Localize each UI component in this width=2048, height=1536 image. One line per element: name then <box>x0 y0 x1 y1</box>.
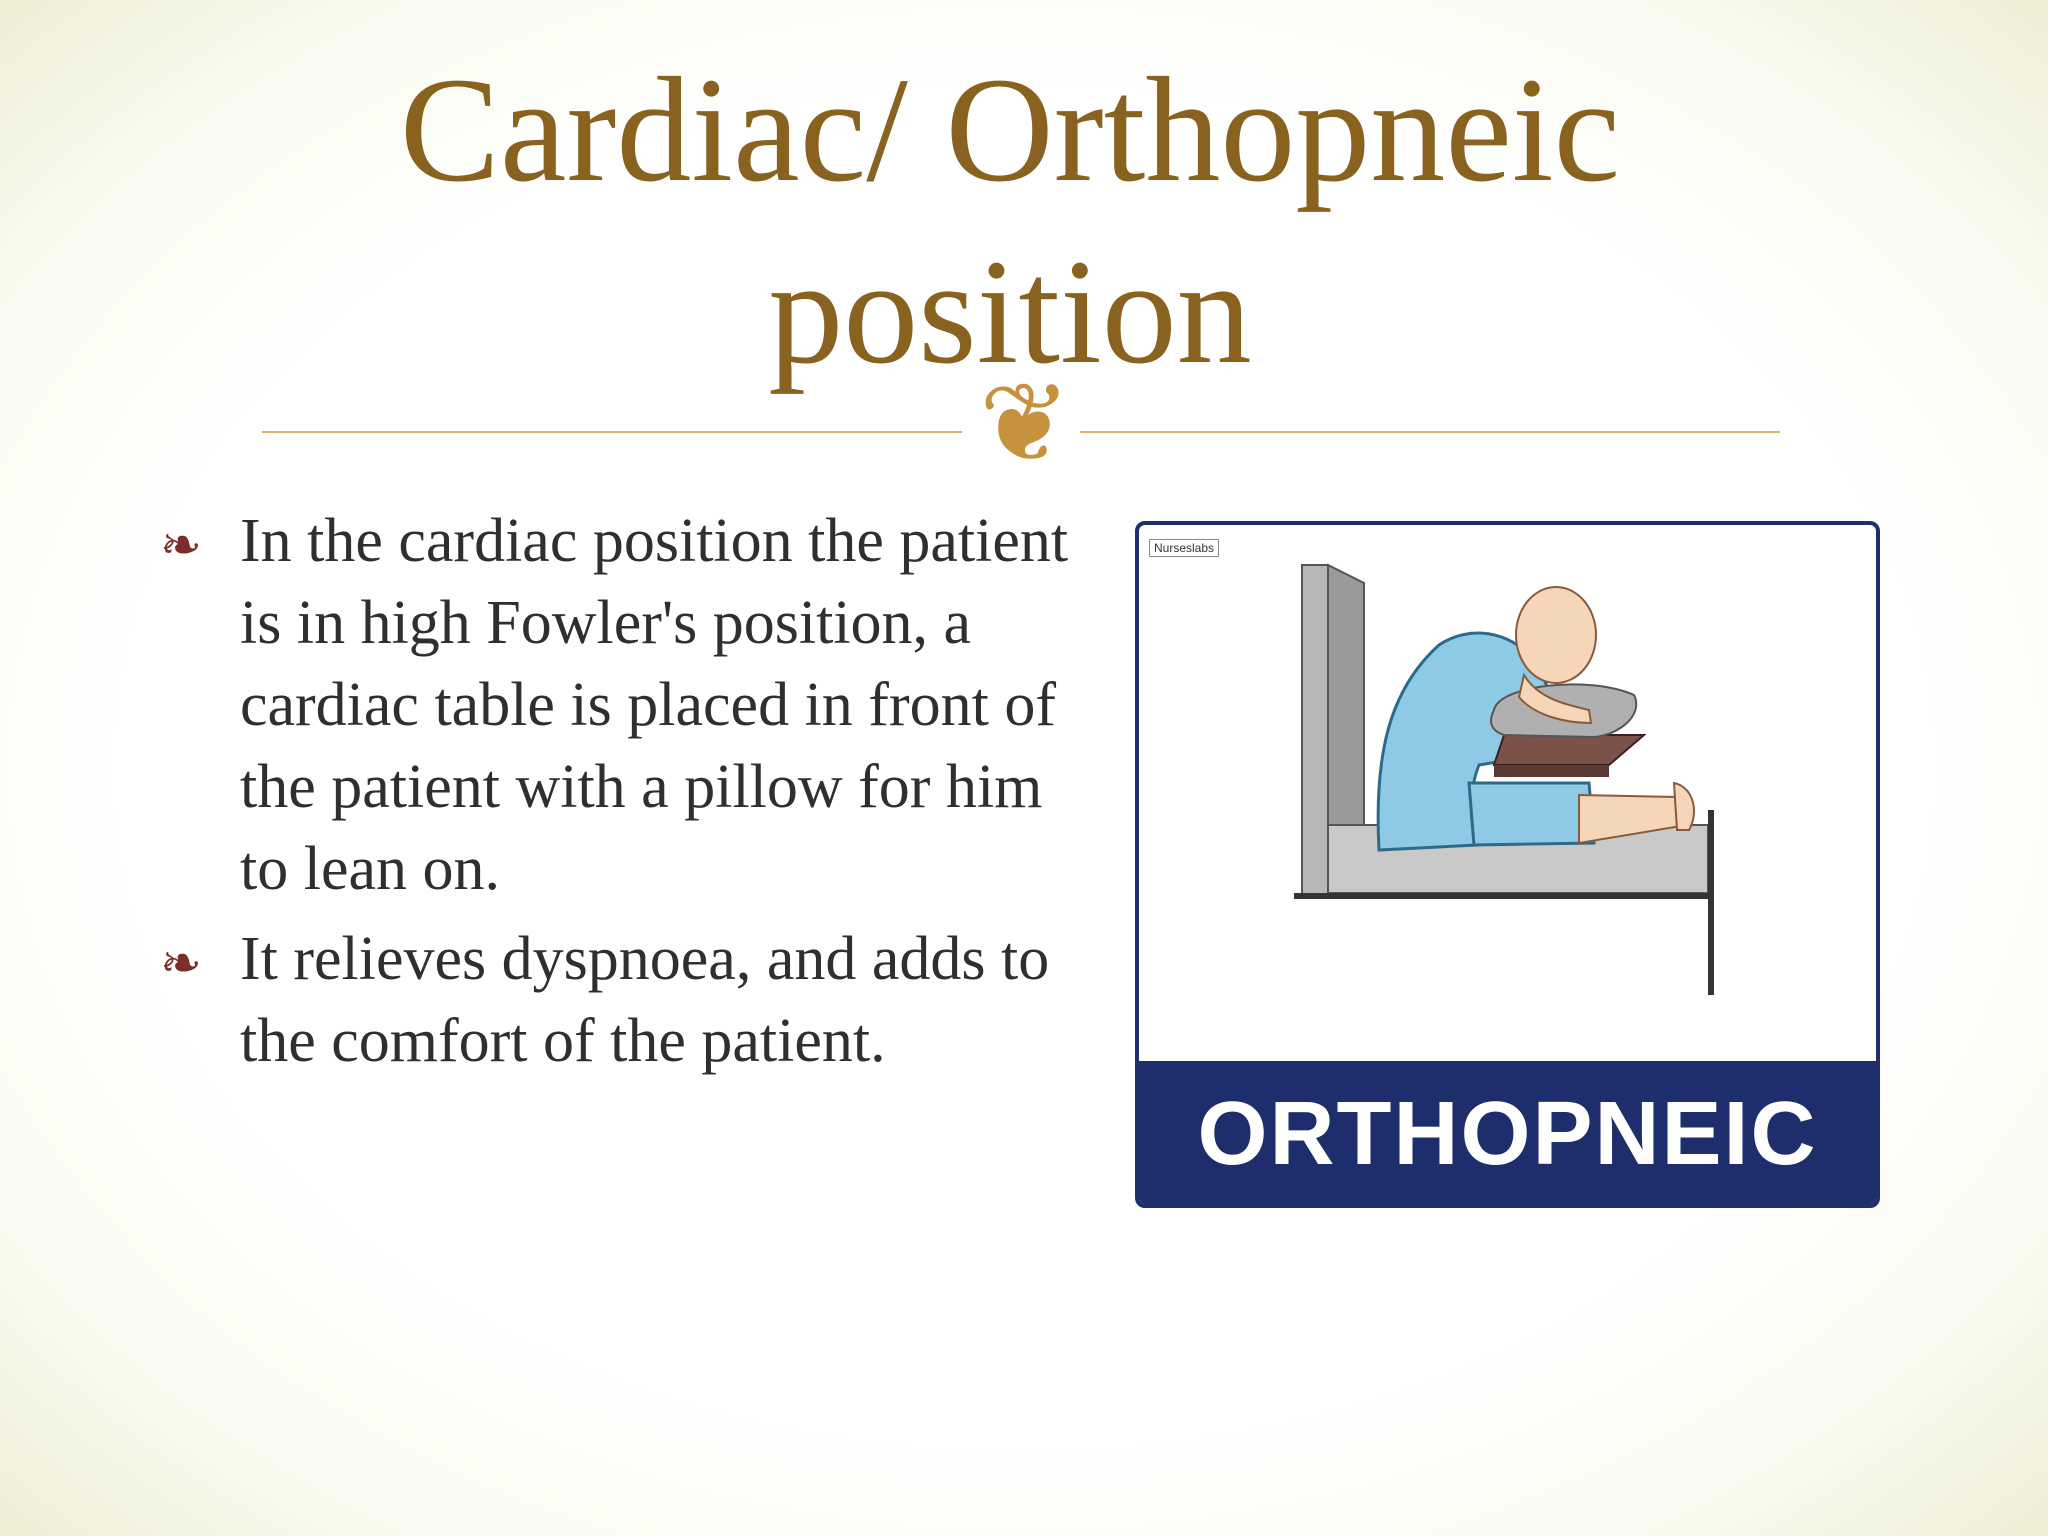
title-ornament-icon: ❦ <box>978 359 1072 487</box>
slide-title-line1: Cardiac/ Orthopneic <box>399 47 1621 213</box>
bullet-marker-icon: ❧ <box>160 934 202 992</box>
bullet-item <box>160 918 1100 1082</box>
orthopneic-illustration <box>1135 521 1880 1208</box>
slide-title-line2: position <box>768 229 1252 395</box>
bullet-text: In the cardiac position the patient is in high Fowler's position, a cardiac table is placed in front of the patient with a pillow for him to lean on. <box>240 507 1069 903</box>
patient-illustration-icon <box>1139 525 1876 1065</box>
bullet-list <box>160 500 1100 1090</box>
bullet-text: It relieves dyspnoea, and adds to the comfort of the patient. <box>240 925 1050 1075</box>
title-divider-left <box>262 431 962 433</box>
bullet-item <box>160 500 1100 910</box>
figure-caption-banner: ORTHOPNEIC <box>1139 1061 1876 1208</box>
bullet-marker-icon: ❧ <box>160 516 202 574</box>
title-divider-right <box>1080 431 1780 433</box>
nurseslabs-logo: Nurseslabs <box>1149 539 1219 557</box>
